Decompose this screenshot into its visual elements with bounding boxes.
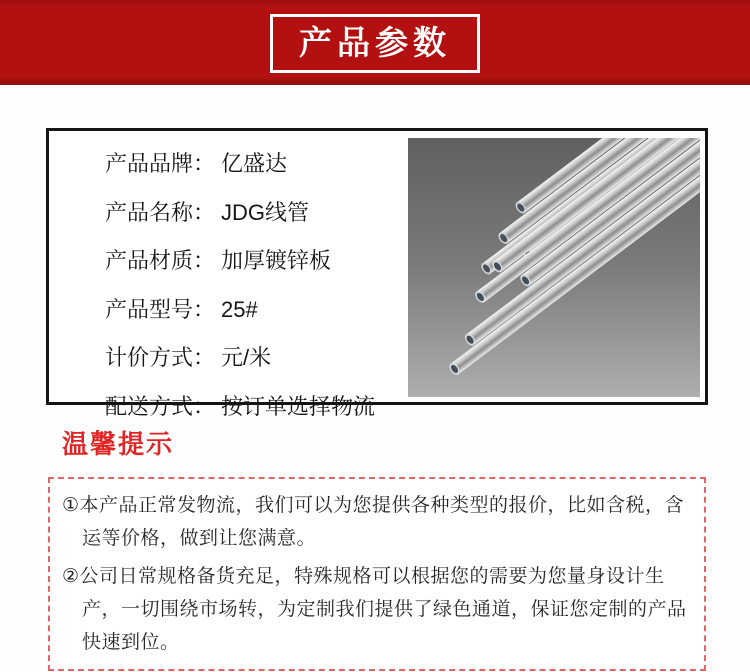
tips-title: 温馨提示 [62, 429, 175, 459]
tip-item-2: ②公司日常规格备货充足，特殊规格可以根据您的需要为您量身设计生产，一切围绕市场转，为定制我们提供了绿色通道，保证您定制的产品快速到位。 [62, 566, 687, 653]
spec-label: 计价方式： [105, 345, 216, 370]
spec-value: 元/米 [221, 345, 272, 370]
spec-row-name [105, 196, 375, 227]
spec-label: 产品品牌： [105, 151, 216, 176]
spec-row-shipping [105, 390, 375, 421]
spec-row-material [105, 244, 375, 275]
spec-list [105, 147, 375, 438]
spec-label: 产品型号： [105, 296, 216, 322]
spec-value: 25# [221, 296, 258, 322]
section-banner [0, 0, 750, 85]
page-title: 产品参数 [299, 24, 451, 62]
product-parameters-panel [46, 128, 708, 419]
page-title-box [270, 14, 480, 72]
spec-value: 加厚镀锌板 [221, 248, 332, 273]
spec-row-model [105, 293, 375, 324]
product-photo [408, 138, 700, 397]
spec-row-pricing [105, 341, 375, 372]
tips-box [48, 477, 706, 671]
conduit-pipes-image [408, 138, 700, 397]
spec-value: JDG线管 [221, 199, 310, 225]
spec-value: 按订单选择物流 [221, 393, 376, 419]
spec-label: 产品名称： [105, 199, 216, 225]
spec-value: 亿盛达 [221, 151, 288, 176]
spec-row-brand [105, 147, 375, 178]
spec-label: 配送方式： [105, 393, 216, 419]
spec-label: 产品材质： [105, 248, 216, 273]
tip-item-1: ①本产品正常发物流，我们可以为您提供各种类型的报价，比如含税，含运等价格，做到让您满意。 [62, 495, 685, 549]
